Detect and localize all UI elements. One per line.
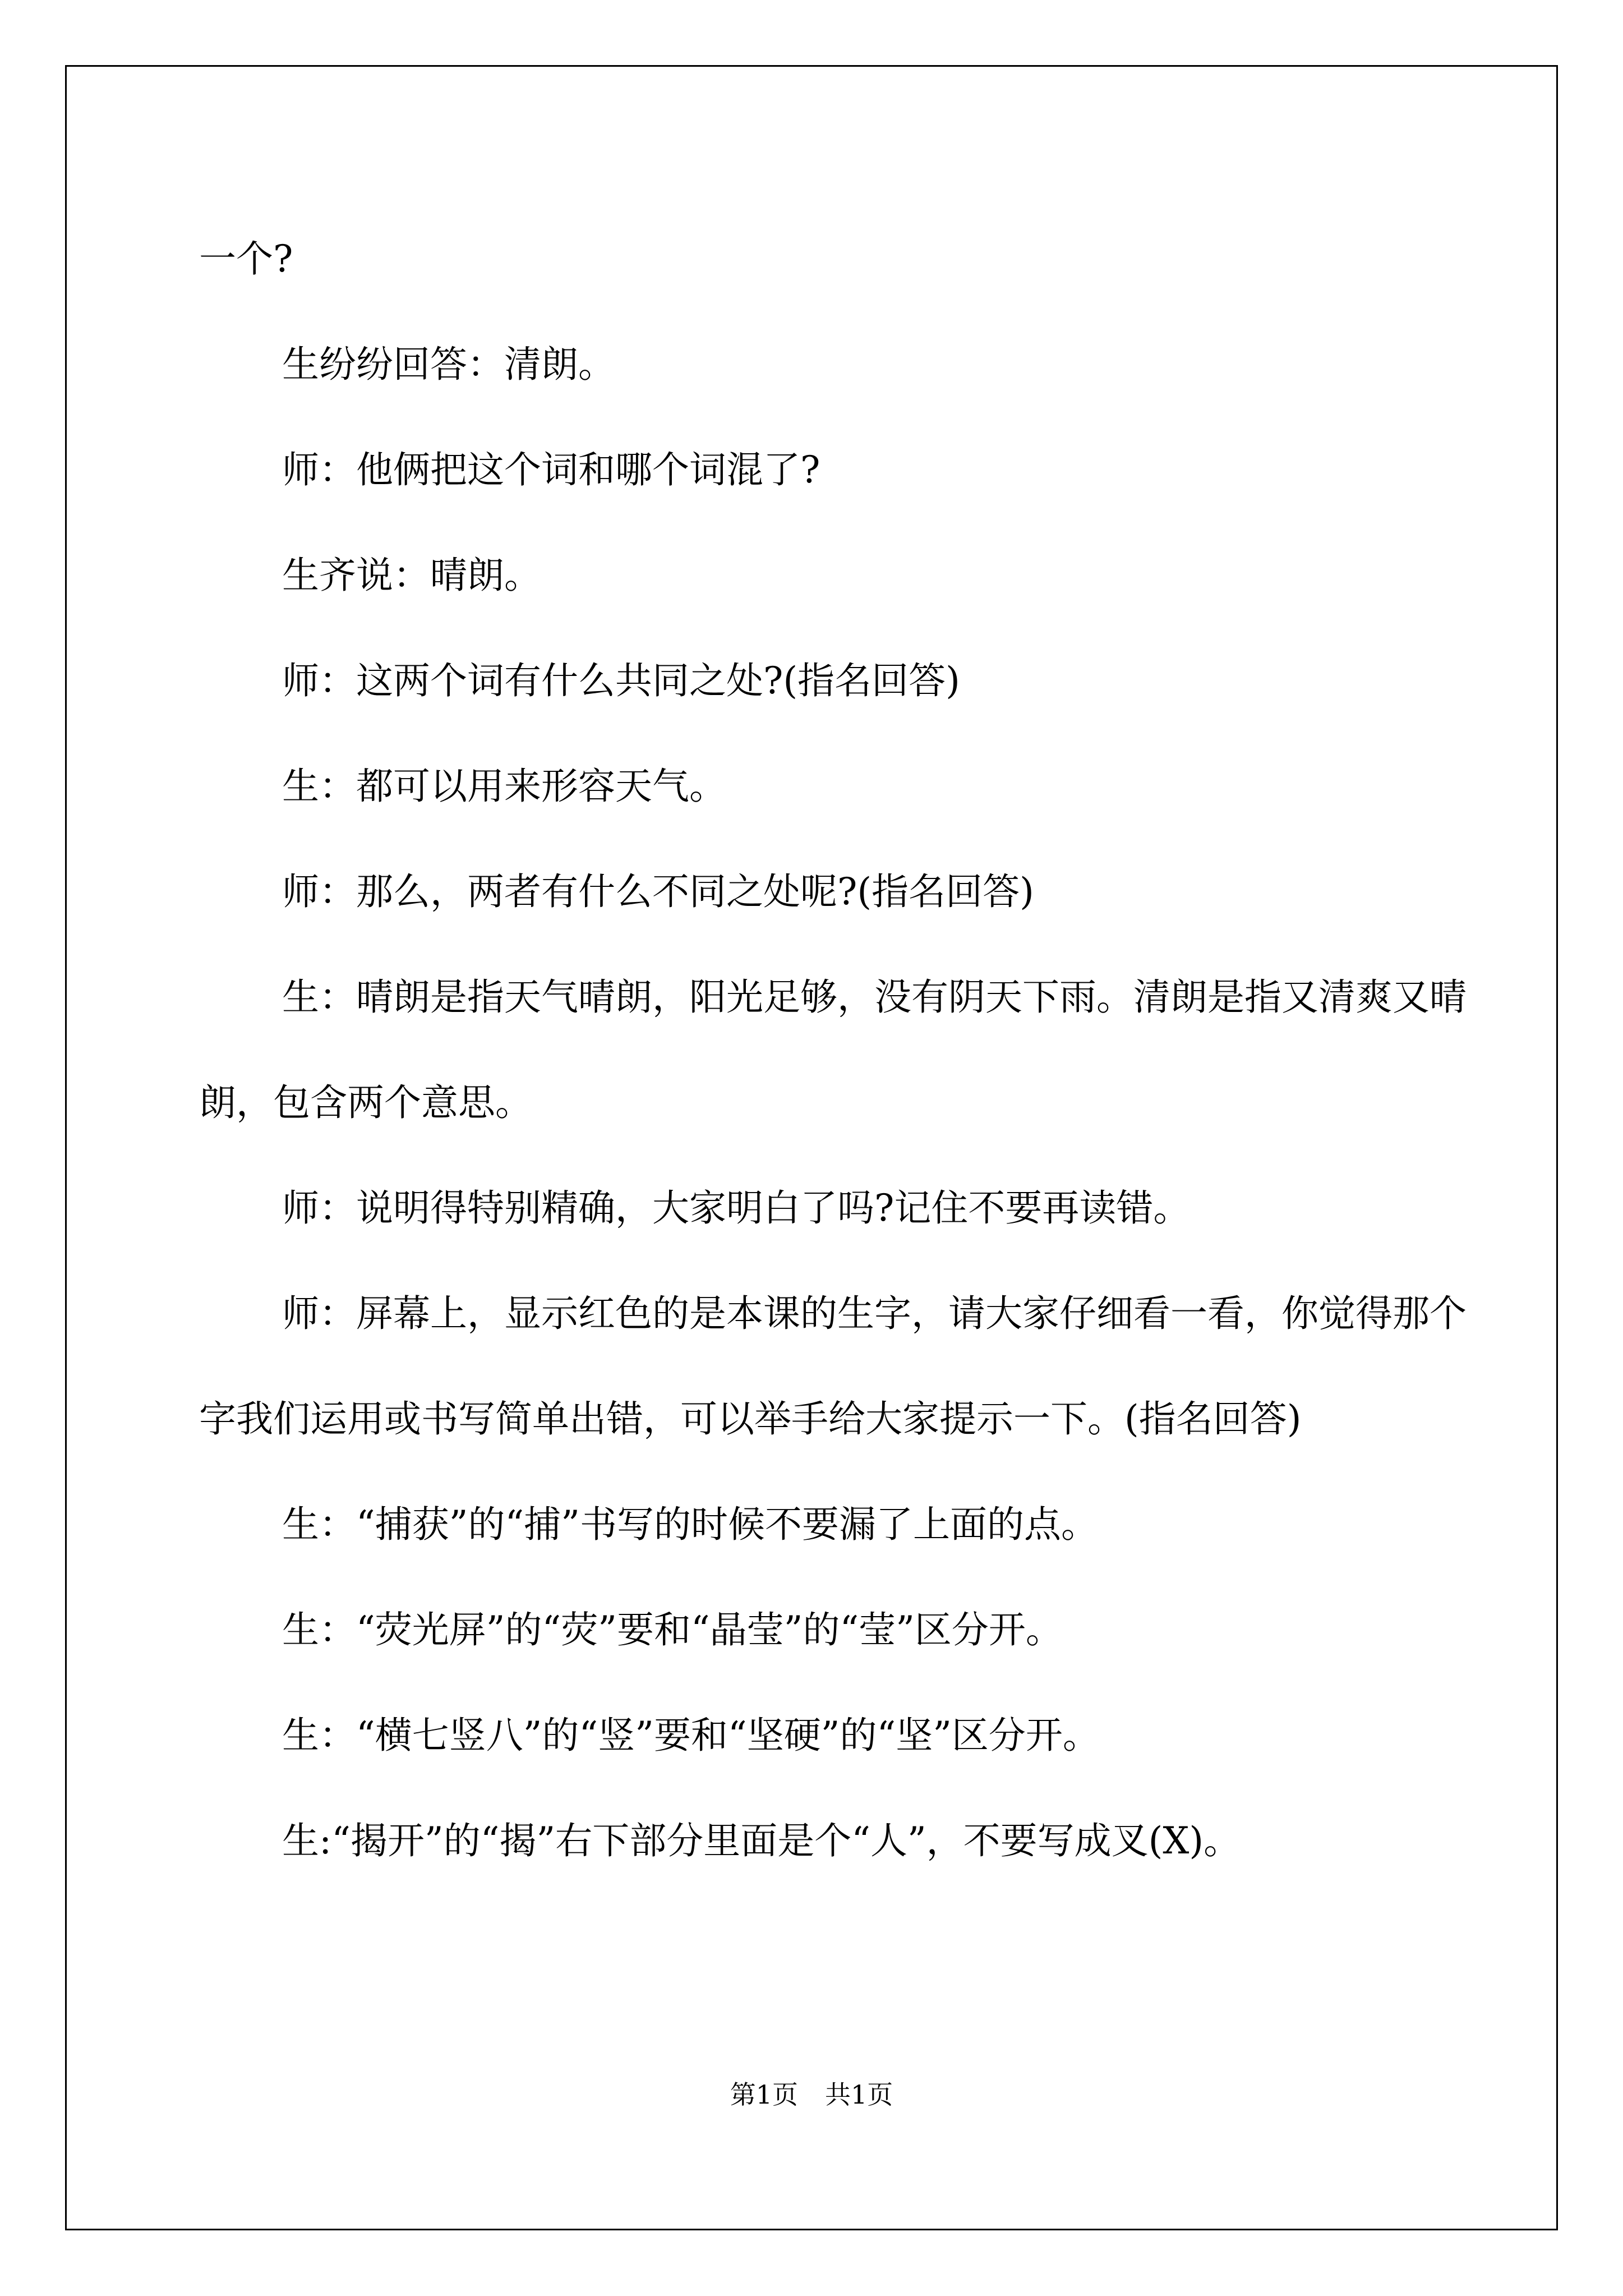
paragraph: 生：都可以用来形容天气。 [282, 765, 726, 808]
paragraph: 生:“揭开”的“揭”右下部分里面是个“人”，不要写成叉(X)。 [282, 1819, 1241, 1862]
paragraph: 师：屏幕上，显示红色的是本课的生字，请大家仔细看一看，你觉得那个字我们运用或书写简单出错，可以举手给大家提示一下。(指名回答) [199, 1292, 1467, 1441]
paragraph: 生：“捕获”的“捕”书写的时候不要漏了上面的点。 [282, 1503, 1098, 1546]
document-body [199, 206, 1467, 1894]
paragraph: 生纷纷回答：清朗。 [282, 343, 615, 386]
paragraph: 生：“横七竖八”的“竖”要和“坚硬”的“坚”区分开。 [282, 1714, 1100, 1757]
paragraph: 生齐说：晴朗。 [282, 554, 541, 597]
paragraph: 师：这两个词有什么共同之处?(指名回答) [282, 659, 960, 702]
page-number: 第1页 [730, 2079, 798, 2110]
paragraph: 生：晴朗是指天气晴朗，阳光足够，没有阴天下雨。清朗是指又清爽又晴朗，包含两个意思。 [199, 976, 1467, 1124]
paragraph: 师：他俩把这个词和哪个词混了? [282, 448, 820, 491]
paragraph: 生：“荧光屏”的“荧”要和“晶莹”的“莹”区分开。 [282, 1608, 1063, 1651]
page-footer [0, 2078, 1623, 2111]
page-total: 共1页 [825, 2079, 893, 2110]
paragraph: 师：那么，两者有什么不同之处呢?(指名回答) [282, 870, 1034, 913]
paragraph: 师：说明得特别精确，大家明白了吗?记住不要再读错。 [282, 1186, 1191, 1230]
paragraph: 一个? [199, 237, 293, 280]
